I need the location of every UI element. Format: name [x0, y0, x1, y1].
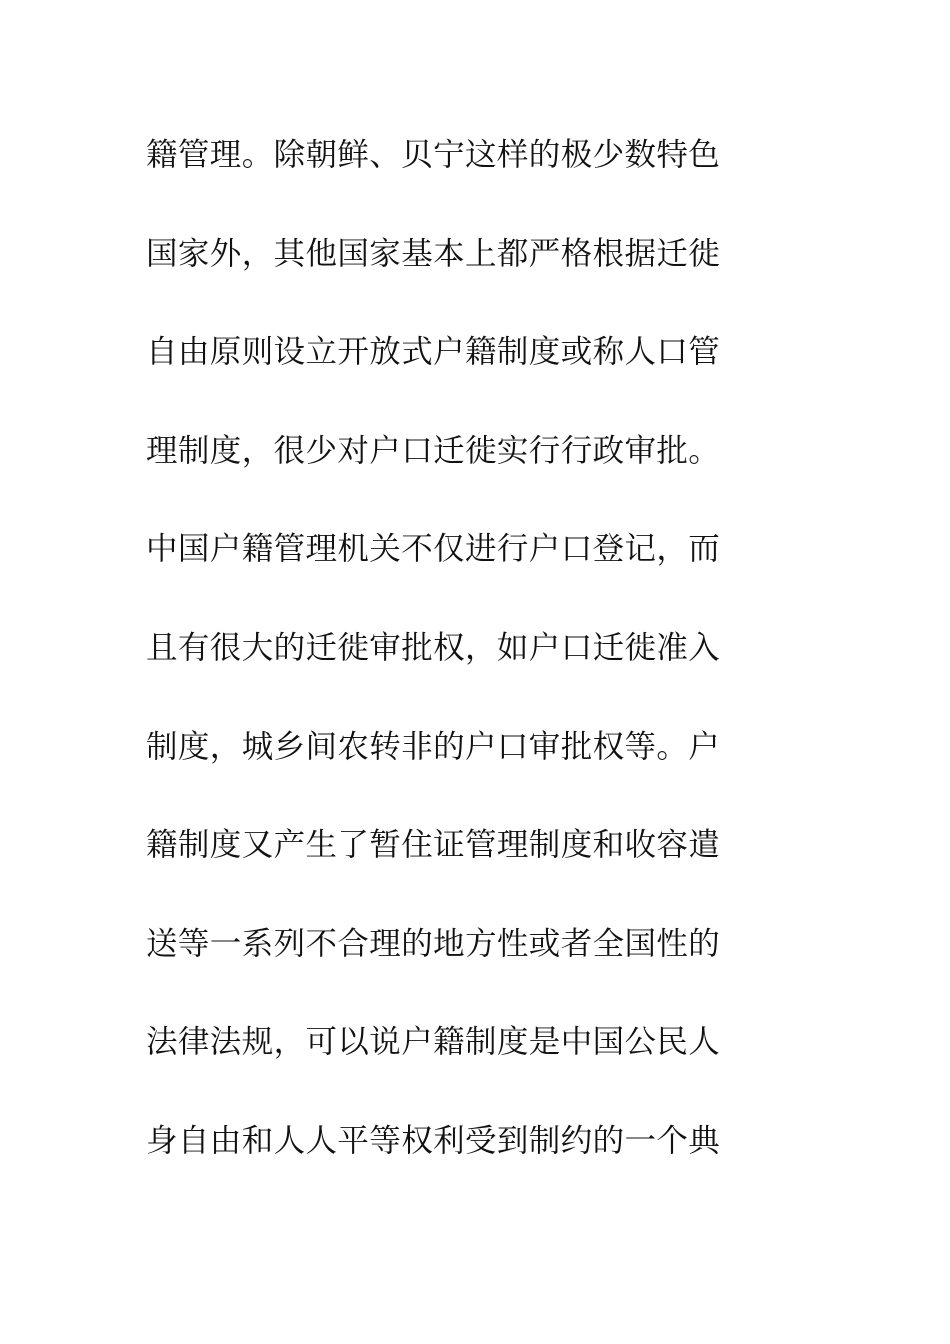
text-line: 送等一系列不合理的地方性或者全国性的: [146, 925, 721, 962]
text-line: 中国户籍管理机关不仅进行户口登记，而: [146, 531, 721, 568]
body-text: [146, 122, 786, 1207]
text-line: 制度，城乡间农转非的户口审批权等。户: [146, 728, 721, 765]
text-line: 身自由和人人平等权利受到制约的一个典: [146, 1122, 721, 1159]
text-line: 自由原则设立开放式户籍制度或称人口管: [146, 334, 721, 371]
text-line: 理制度，很少对户口迁徙实行行政审批。: [146, 432, 721, 469]
text-line: 籍制度又产生了暂住证管理制度和收容遣: [146, 827, 721, 864]
text-line: 籍管理。除朝鲜、贝宁这样的极少数特色: [146, 137, 721, 173]
text-line: 国家外，其他国家基本上都严格根据迁徙: [146, 235, 721, 272]
text-line: 法律法规，可以说户籍制度是中国公民人: [146, 1024, 721, 1061]
text-line: 且有很大的迁徙审批权，如户口迁徙准入: [146, 629, 721, 666]
